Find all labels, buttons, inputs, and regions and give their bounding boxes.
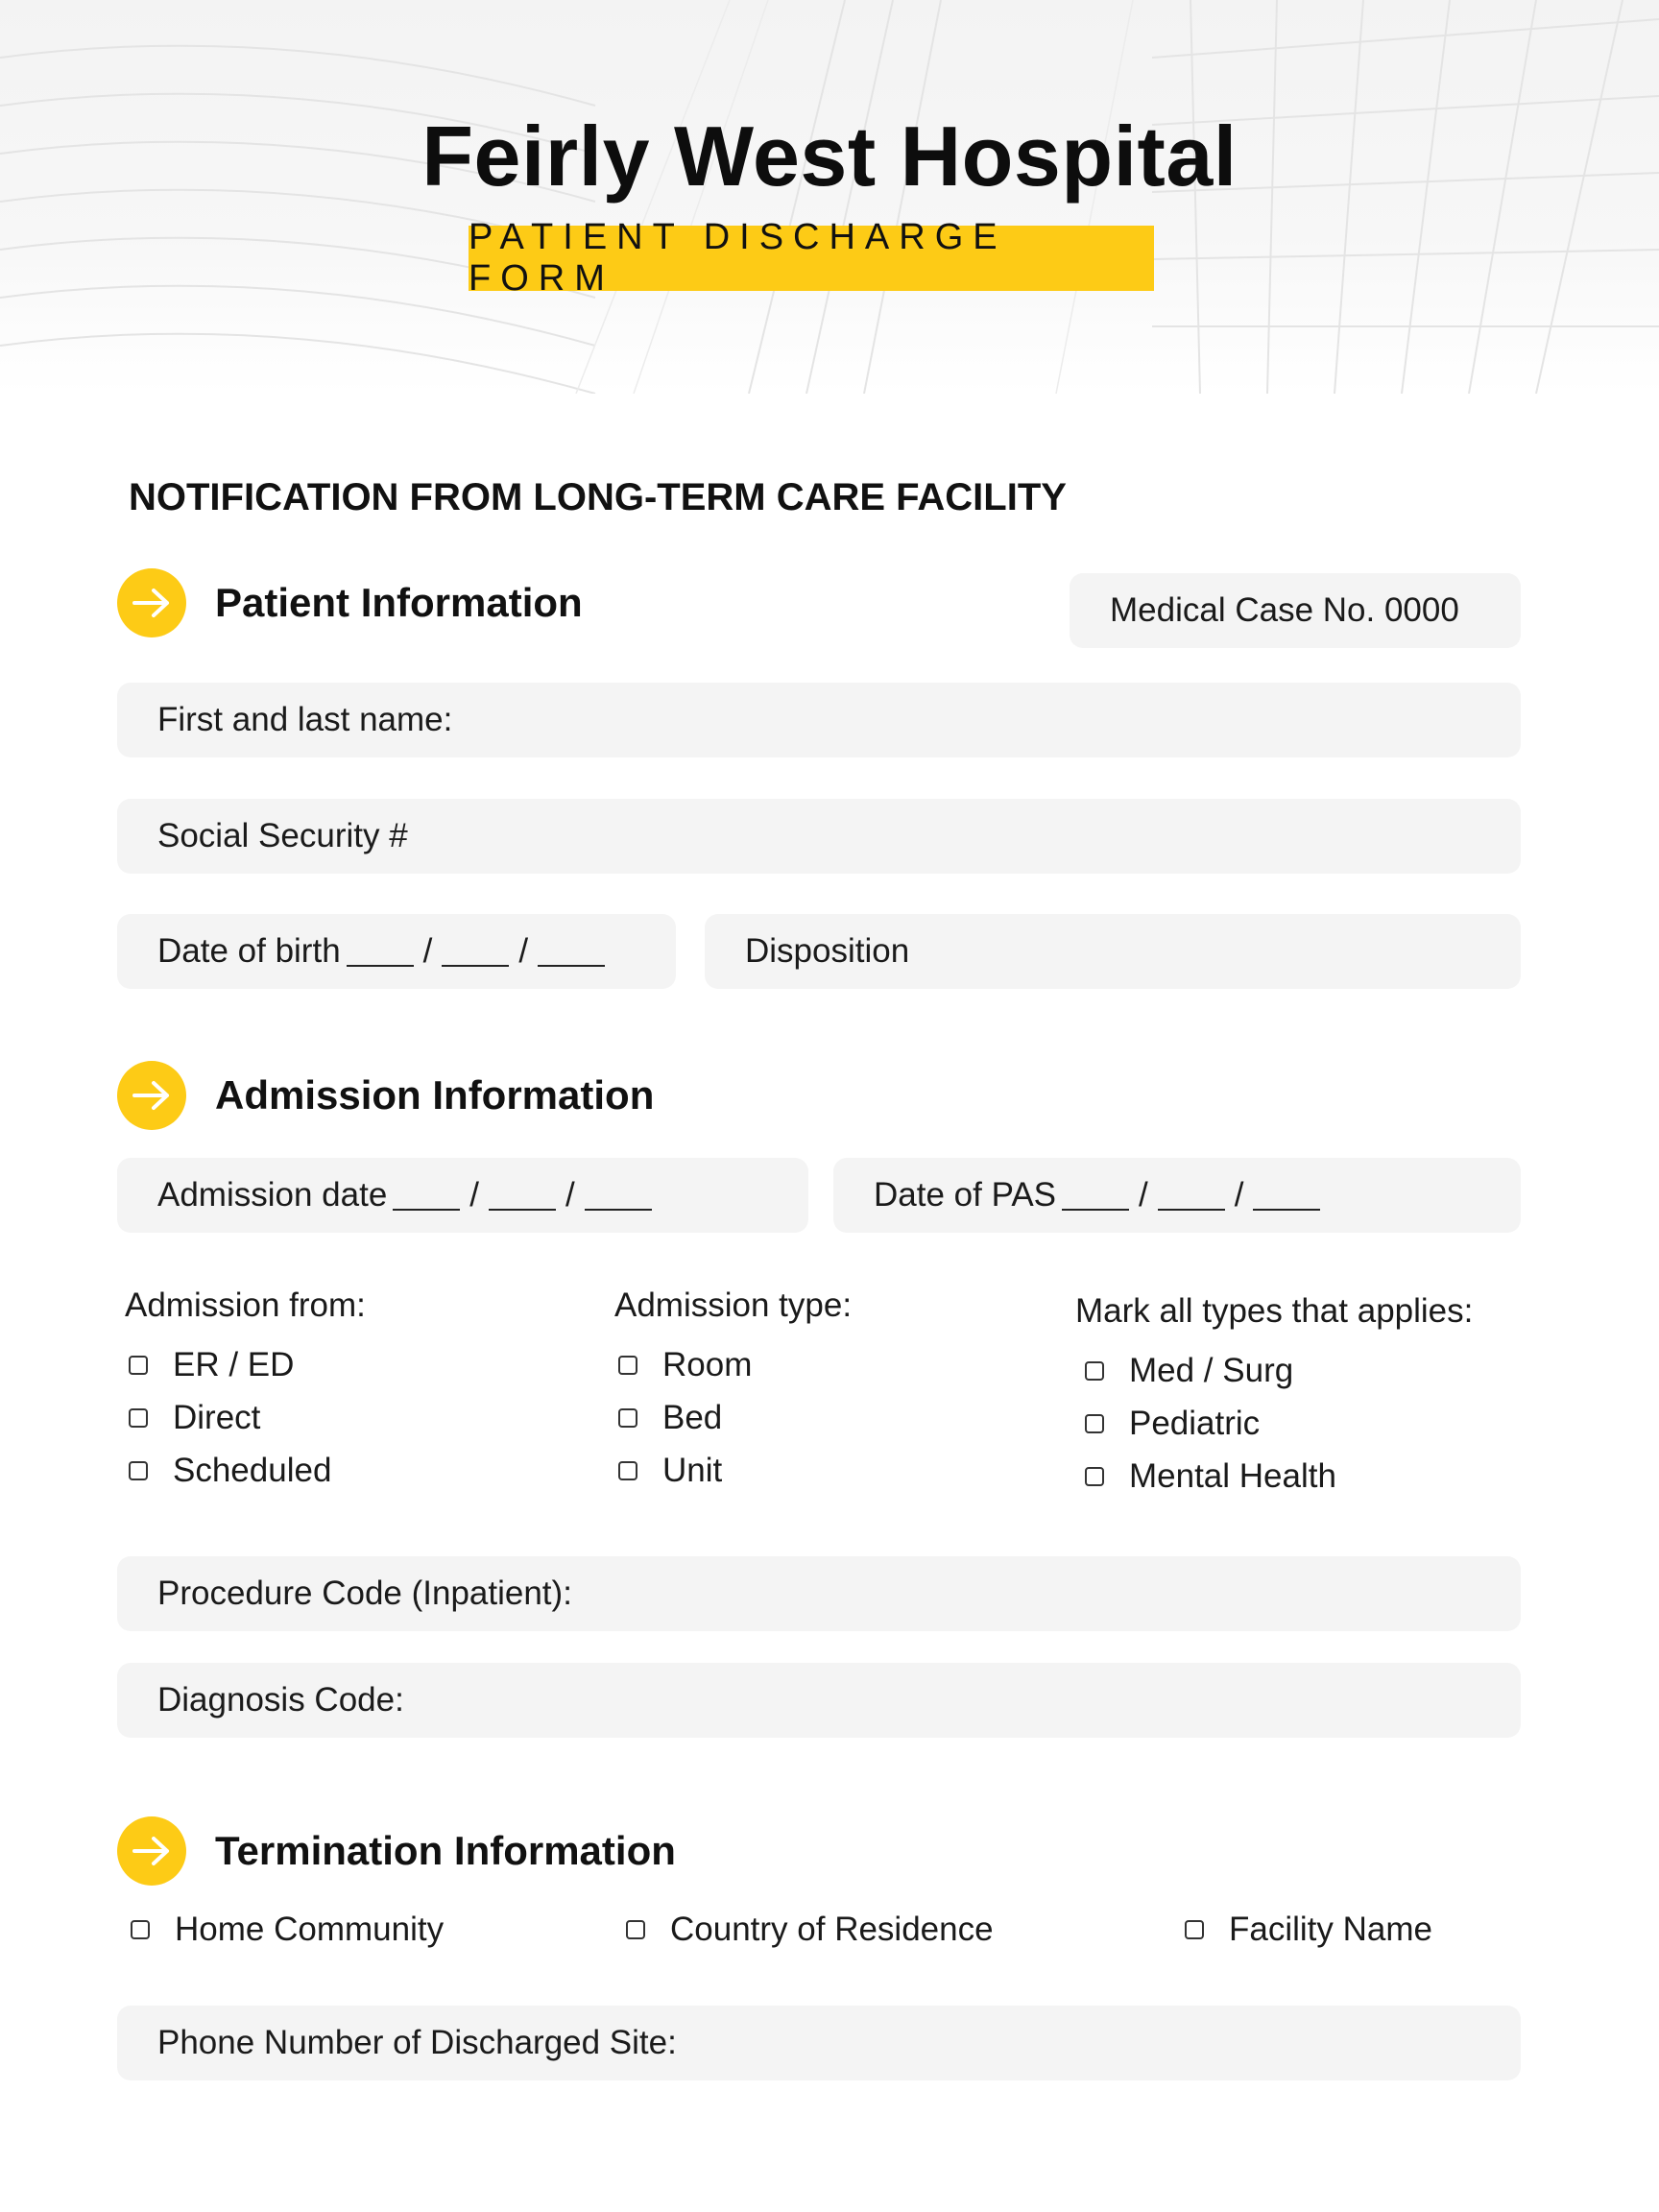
dob-label: Date of birth	[157, 932, 341, 970]
checkbox[interactable]	[1085, 1467, 1104, 1486]
patient-section-title: Patient Information	[215, 580, 583, 625]
medical-case-number	[1070, 573, 1521, 648]
checkbox[interactable]	[618, 1461, 637, 1480]
pas-date-field[interactable]	[833, 1158, 1521, 1233]
patient-section-header	[117, 568, 583, 637]
option-label: Med / Surg	[1129, 1352, 1294, 1389]
adm-year-blank	[585, 1180, 652, 1211]
admission-section-header	[117, 1061, 654, 1130]
checkbox[interactable]	[618, 1356, 637, 1375]
option-room[interactable]	[618, 1346, 752, 1384]
date-slash: /	[1234, 1176, 1244, 1214]
option-label: Country of Residence	[670, 1911, 994, 1948]
checkbox[interactable]	[1085, 1361, 1104, 1381]
option-home-community[interactable]	[131, 1911, 444, 1949]
pas-day-blank	[1158, 1180, 1225, 1211]
option-label: Pediatric	[1129, 1405, 1261, 1442]
option-bed[interactable]	[618, 1399, 722, 1437]
checkbox[interactable]	[626, 1920, 645, 1939]
case-number-text: Medical Case No. 0000	[1110, 591, 1459, 629]
pas-year-blank	[1253, 1180, 1320, 1211]
ssn-label: Social Security #	[157, 817, 408, 854]
date-slash: /	[565, 1176, 575, 1214]
option-label: Facility Name	[1229, 1911, 1432, 1948]
procedure-code-field[interactable]	[117, 1556, 1521, 1631]
option-label: ER / ED	[173, 1346, 295, 1383]
arrow-right-icon	[117, 1061, 186, 1130]
diagnosis-code-field[interactable]	[117, 1663, 1521, 1738]
checkbox[interactable]	[618, 1408, 637, 1428]
procedure-code-label: Procedure Code (Inpatient):	[157, 1575, 572, 1612]
mark-types-label: Mark all types that applies:	[1075, 1292, 1474, 1330]
admission-from-label: Admission from:	[125, 1286, 366, 1324]
option-label: Scheduled	[173, 1452, 332, 1489]
option-pediatric[interactable]	[1085, 1405, 1260, 1443]
pas-date-label: Date of PAS	[874, 1176, 1057, 1214]
dob-day-blank	[442, 936, 509, 967]
adm-day-blank	[489, 1180, 556, 1211]
date-slash: /	[422, 932, 433, 970]
admission-date-field[interactable]	[117, 1158, 808, 1233]
admission-section-title: Admission Information	[215, 1072, 655, 1118]
option-country-of-residence[interactable]	[626, 1911, 994, 1949]
adm-month-blank	[393, 1180, 460, 1211]
option-direct[interactable]	[129, 1399, 260, 1437]
dob-month-blank	[347, 936, 414, 967]
option-label: Home Community	[175, 1911, 445, 1948]
admission-type-label: Admission type:	[614, 1286, 853, 1324]
notification-title: NOTIFICATION FROM LONG-TERM CARE FACILITY	[129, 476, 1067, 518]
phone-number-field[interactable]	[117, 2006, 1521, 2080]
checkbox[interactable]	[1085, 1414, 1104, 1433]
option-unit[interactable]	[618, 1452, 722, 1490]
phone-number-label: Phone Number of Discharged Site:	[157, 2024, 677, 2061]
option-facility-name[interactable]	[1185, 1911, 1432, 1949]
date-slash: /	[1139, 1176, 1148, 1214]
name-field[interactable]	[117, 683, 1521, 757]
arrow-right-icon	[117, 1816, 186, 1886]
checkbox[interactable]	[129, 1356, 148, 1375]
checkbox[interactable]	[129, 1461, 148, 1480]
option-er-ed[interactable]	[129, 1346, 294, 1384]
option-label: Room	[662, 1346, 753, 1383]
checkbox[interactable]	[131, 1920, 150, 1939]
option-label: Direct	[173, 1399, 261, 1436]
option-label: Unit	[662, 1452, 723, 1489]
form-title-banner	[469, 217, 1154, 299]
name-label: First and last name:	[157, 701, 453, 738]
option-label: Mental Health	[1129, 1457, 1336, 1495]
hospital-name: Feirly West Hospital	[421, 108, 1238, 204]
option-label: Bed	[662, 1399, 723, 1436]
form-title: PATIENT DISCHARGE FORM	[469, 217, 1007, 299]
admission-date-label: Admission date	[157, 1176, 388, 1214]
arrow-right-icon	[117, 568, 186, 637]
option-med-surg[interactable]	[1085, 1352, 1293, 1390]
disposition-label: Disposition	[745, 932, 910, 970]
date-slash: /	[469, 1176, 480, 1214]
ssn-field[interactable]	[117, 799, 1521, 874]
option-scheduled[interactable]	[129, 1452, 331, 1490]
dob-year-blank	[538, 936, 605, 967]
date-slash: /	[518, 932, 529, 970]
dob-field[interactable]	[117, 914, 676, 989]
option-mental-health[interactable]	[1085, 1457, 1336, 1496]
disposition-field[interactable]	[705, 914, 1521, 989]
diagnosis-code-label: Diagnosis Code:	[157, 1681, 404, 1719]
termination-section-header	[117, 1816, 676, 1886]
checkbox[interactable]	[1185, 1920, 1204, 1939]
pas-month-blank	[1062, 1180, 1129, 1211]
termination-section-title: Termination Information	[215, 1828, 676, 1873]
checkbox[interactable]	[129, 1408, 148, 1428]
